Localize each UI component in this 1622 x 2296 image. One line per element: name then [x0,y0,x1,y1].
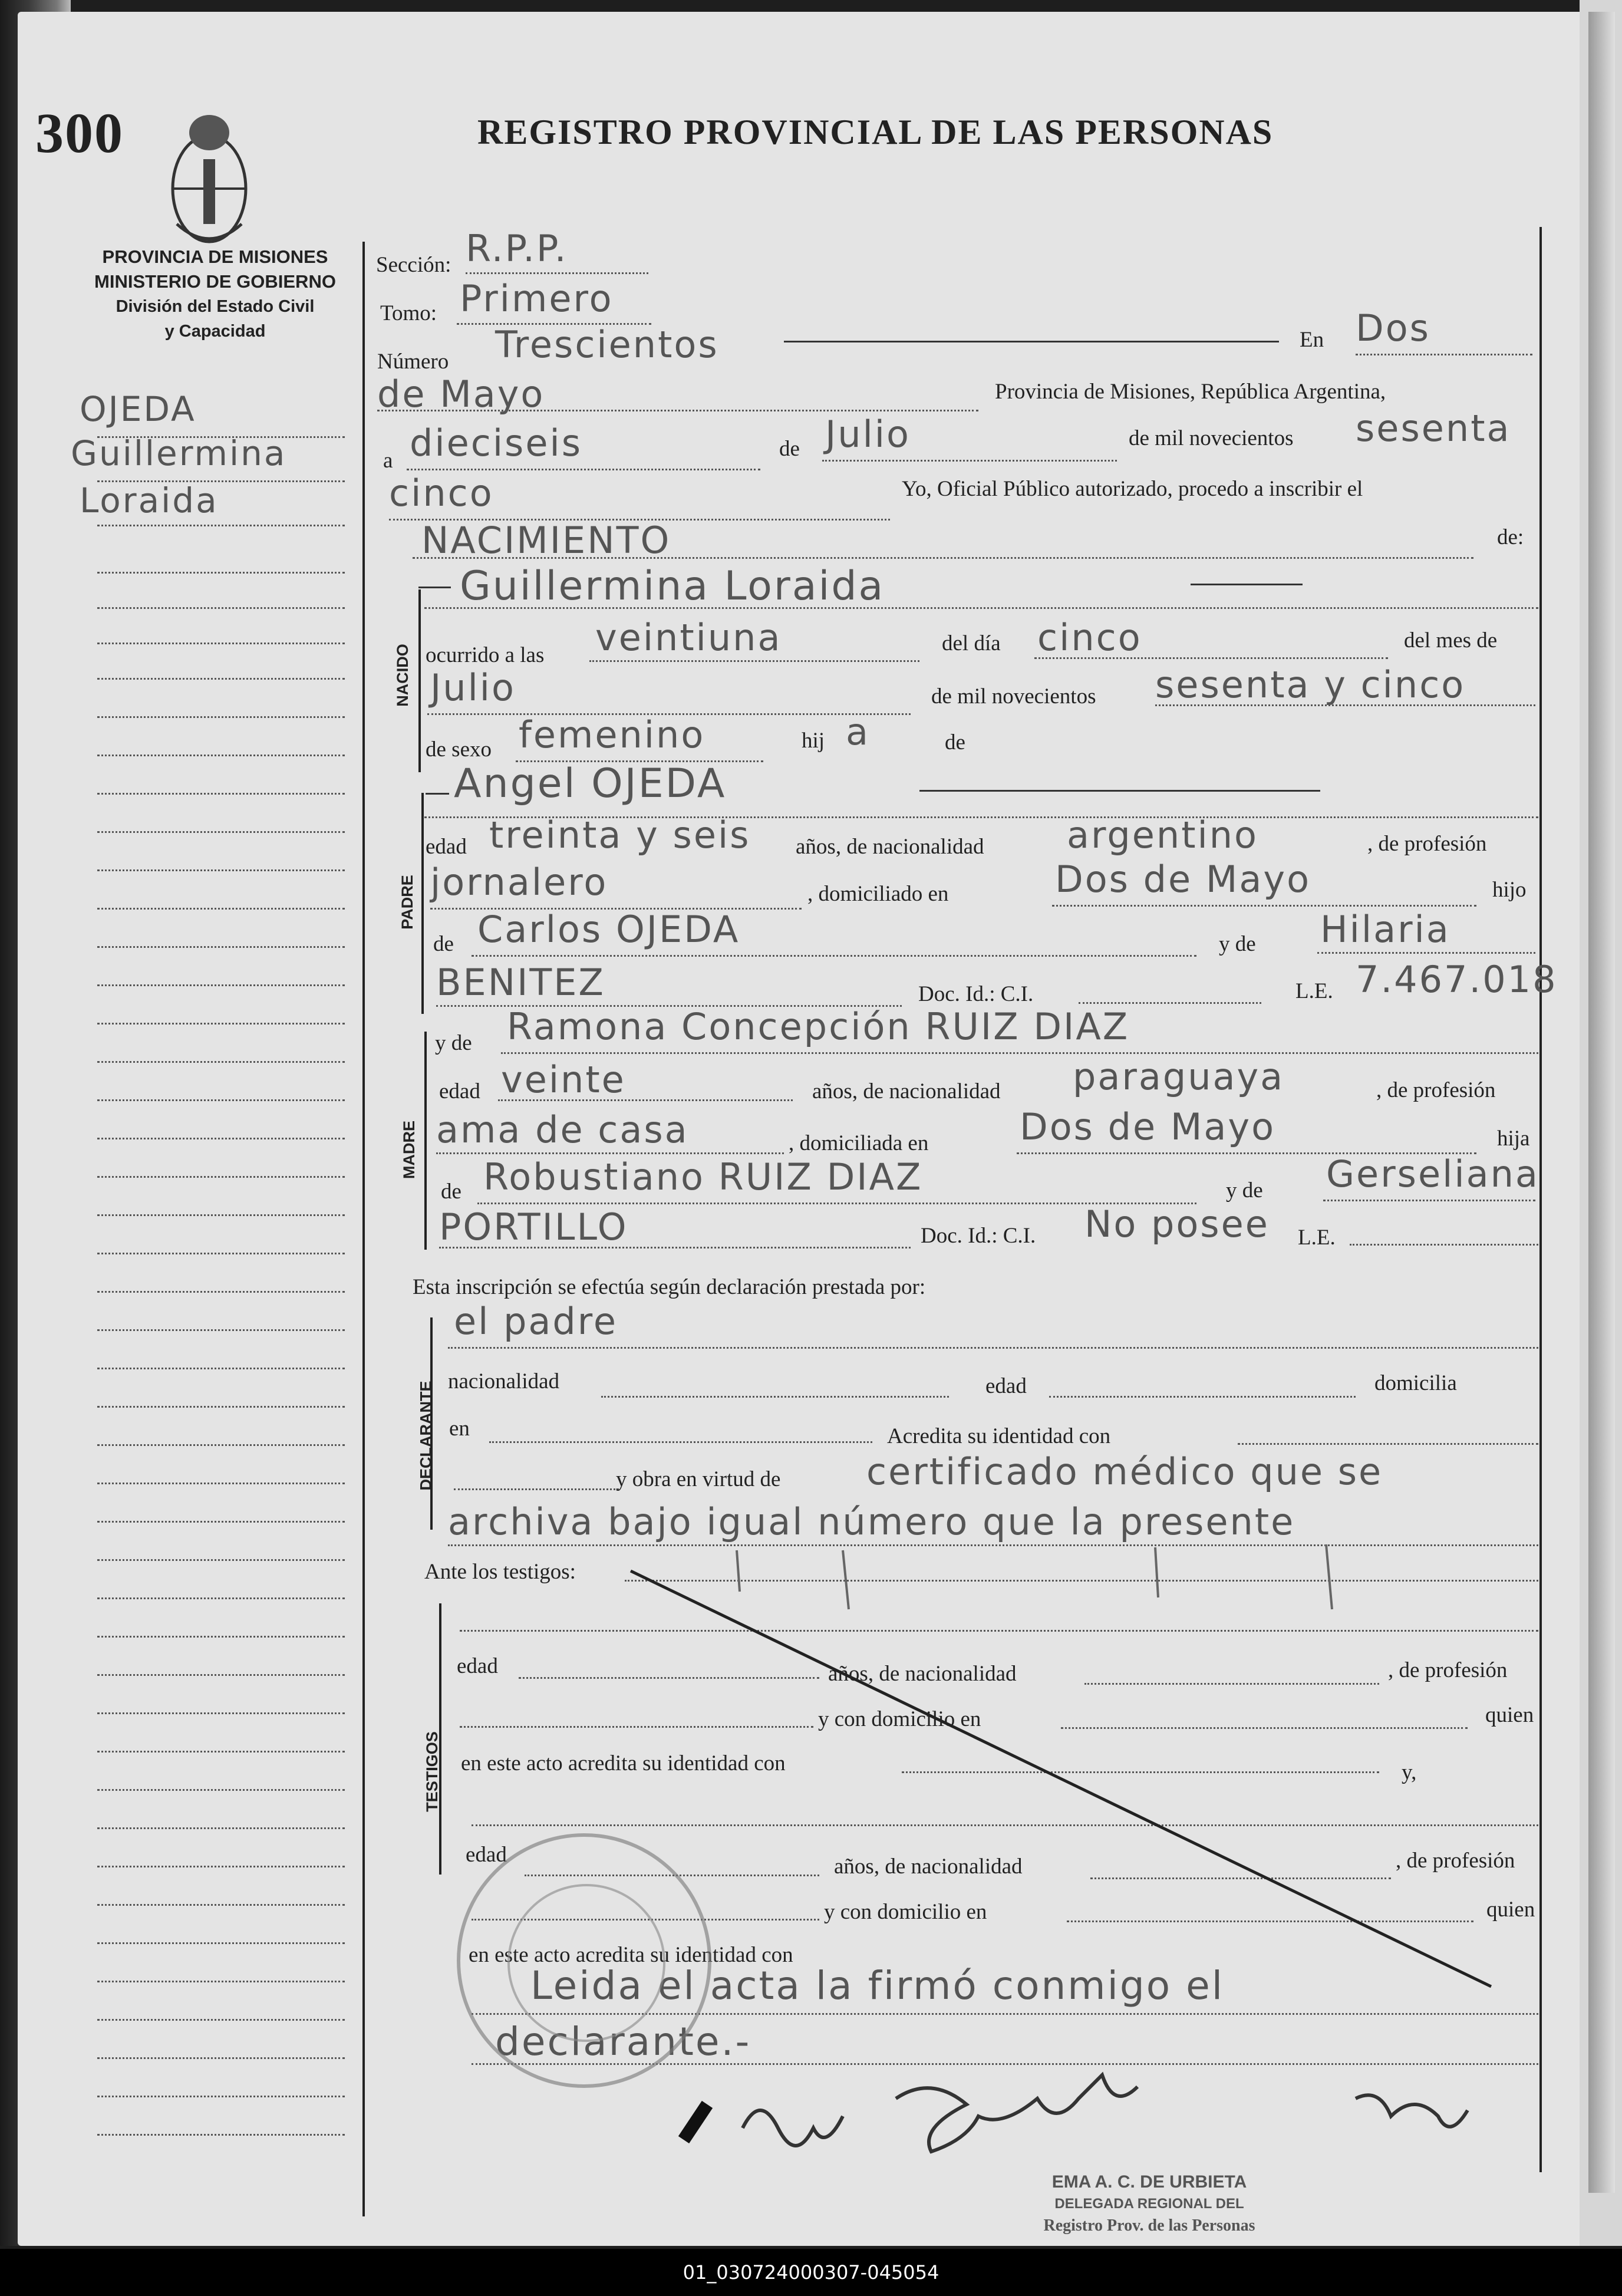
label-y-de-madre: y de [435,1031,472,1055]
value-declarante: el padre [454,1300,618,1343]
section-madre: MADRE [400,1121,418,1179]
label-en-este-acto-t2: en este acto acredita su identidad con [469,1943,793,1967]
label-profesion-t2: , de profesión [1396,1849,1515,1873]
label-le-m: L.E. [1298,1226,1336,1250]
value-nota-2: declarante.- [495,2019,751,2064]
value-padre-prof: jornalero [430,861,608,904]
value-obra-1: certificado médico que se [866,1450,1383,1493]
value-anio-1: sesenta [1356,407,1511,450]
value-madre-prof: ama de casa [436,1108,689,1151]
value-seccion: R.P.P. [466,227,568,270]
stamp-office: Registro Prov. de las Personas [1043,2216,1255,2235]
value-abuela-m-2: PORTILLO [439,1205,628,1249]
margin-middle-name: Loraida [80,480,219,521]
label-edad-t1: edad [457,1654,498,1678]
label-hijo: hijo [1492,878,1527,902]
label-seccion: Sección: [376,253,451,277]
value-nombre: Guillermina Loraida [460,563,885,610]
value-madre-dom: Dos de Mayo [1020,1105,1276,1148]
label-y-de-p: y de [1219,932,1256,956]
label-edad-d: edad [985,1374,1027,1398]
margin-given-name: Guillermina [71,433,287,473]
value-obra-2: archiva bajo igual número que la presente [448,1500,1295,1543]
label-ante: Ante los testigos: [424,1560,576,1584]
value-sexo: femenino [519,713,705,756]
label-provincia: Provincia de Misiones, República Argentina, [995,380,1386,404]
label-domicilio-t1: y con domicilio en [818,1707,981,1731]
value-lugar-1: Dos [1356,307,1430,350]
label-yo: Yo, Oficial Público autorizado, procedo a inscribir el [902,477,1363,501]
value-anio-nac: sesenta y cinco [1155,663,1466,706]
label-domicilia: domicilia [1374,1371,1457,1395]
label-domiciliada: , domiciliada en [789,1131,929,1155]
label-le-p: L.E. [1295,979,1333,1003]
label-del-mes: del mes de [1404,628,1498,653]
label-doc-id-p: Doc. Id.: C.I. [918,982,1034,1006]
label-profesion-m: , de profesión [1376,1078,1496,1102]
label-a: a [383,449,393,473]
value-mes: Julio [825,413,911,456]
label-hij: hij [802,729,825,753]
value-tipo: NACIMIENTO [421,519,671,562]
value-hora: veintiuna [595,616,782,659]
label-de-3: de [433,932,454,956]
value-numero: Trescientos [495,323,719,366]
label-de-mil: de mil novecientos [1129,426,1294,450]
label-doc-id-m: Doc. Id.: C.I. [921,1224,1036,1248]
label-numero: Número [377,350,449,374]
section-declarante: DECLARANTE [417,1381,435,1491]
institution-line: División del Estado Civil [116,297,315,316]
value-hij-suffix: a [846,710,870,753]
label-del-dia: del día [942,631,1001,655]
label-anos-nac-t2: años, de nacionalidad [834,1854,1023,1879]
value-padre: Angel OJEDA [454,760,727,807]
label-ocurrido: ocurrido a las [426,643,545,667]
stamp-name: EMA A. C. DE URBIETA [1051,2172,1247,2192]
label-de-2: de [945,730,965,755]
value-dia-nac: cinco [1037,616,1142,659]
value-abuelo-p: Carlos OJEDA [477,908,740,951]
label-edad-p: edad [426,835,467,859]
value-padre-dom: Dos de Mayo [1055,858,1311,901]
value-madre-nac: paraguaya [1073,1055,1285,1098]
section-nacido: NACIDO [393,644,411,707]
value-nota-1: Leida el acta la firmó conmigo el [530,1963,1225,2008]
page-number: 300 [35,101,124,164]
institution-line: MINISTERIO DE GOBIERNO [94,271,336,292]
label-domiciliado: , domiciliado en [807,882,949,906]
section-padre: PADRE [398,875,416,930]
value-abuelo-m: Robustiano RUIZ DIAZ [483,1155,923,1198]
value-abuela-p-2: BENITEZ [436,961,605,1004]
label-profesion-t1: , de profesión [1388,1658,1508,1682]
label-de: de [779,437,800,461]
label-anos-nac-p: años, de nacionalidad [796,835,984,859]
label-edad-m: edad [439,1079,480,1103]
value-mes-nac: Julio [430,666,516,709]
institution-line: y Capacidad [164,322,266,341]
label-de-colon: de: [1497,525,1524,549]
value-abuela-m-1: Gerseliana [1326,1152,1539,1195]
label-nacionalidad-d: nacionalidad [448,1369,560,1394]
label-hija: hija [1497,1126,1530,1151]
margin-surname: OJEDA [80,389,196,429]
stamp-role: DELEGADA REGIONAL DEL [1054,2196,1244,2212]
value-padre-le: 7.467.018 [1356,958,1558,1001]
value-lugar-2: de Mayo [377,373,545,416]
label-anos-nac-t1: años, de nacionalidad [828,1662,1017,1686]
label-de-sexo: de sexo [426,737,492,762]
label-en-este-acto-t1: en este acto acredita su identidad con [461,1751,786,1775]
value-tomo: Primero [460,277,614,320]
label-acredita: Acredita su identidad con [887,1424,1111,1448]
value-madre-ci: No posee [1084,1203,1270,1246]
label-en: En [1300,328,1324,352]
label-tomo: Tomo: [380,301,437,325]
label-edad-t2: edad [466,1843,507,1867]
value-padre-nac: argentino [1067,813,1258,857]
label-domicilio-t2: y con domicilio en [824,1900,987,1924]
value-madre-edad: veinte [501,1058,626,1101]
document-title: REGISTRO PROVINCIAL DE LAS PERSONAS [477,113,1274,151]
label-de-4: de [441,1180,461,1204]
label-quien-t2: quien [1486,1898,1535,1922]
value-dia: dieciseis [410,421,583,465]
institution-line: PROVINCIA DE MISIONES [102,246,328,267]
label-esta-inscripcion: Esta inscripción se efectúa según declaración prestada por: [413,1275,926,1299]
label-obra: y obra en virtud de [616,1467,781,1491]
value-anio-2: cinco [389,472,494,515]
label-anos-nac-m: años, de nacionalidad [812,1079,1001,1103]
value-abuela-p-1: Hilaria [1320,908,1450,951]
label-en-d: en [449,1417,470,1441]
label-profesion-p: , de profesión [1367,832,1487,856]
value-padre-edad: treinta y seis [489,813,751,857]
value-madre: Ramona Concepción RUIZ DIAZ [507,1005,1130,1048]
label-y-de-m: y de [1226,1178,1263,1203]
label-de-mil-2: de mil novecientos [931,684,1096,709]
official-seal-icon [457,1833,711,2088]
image-id-caption: 01_030724000307-045054 [0,2249,1622,2296]
section-testigos: TESTIGOS [423,1731,441,1812]
label-y-comma: y, [1402,1760,1417,1784]
label-quien-t1: quien [1485,1703,1534,1727]
